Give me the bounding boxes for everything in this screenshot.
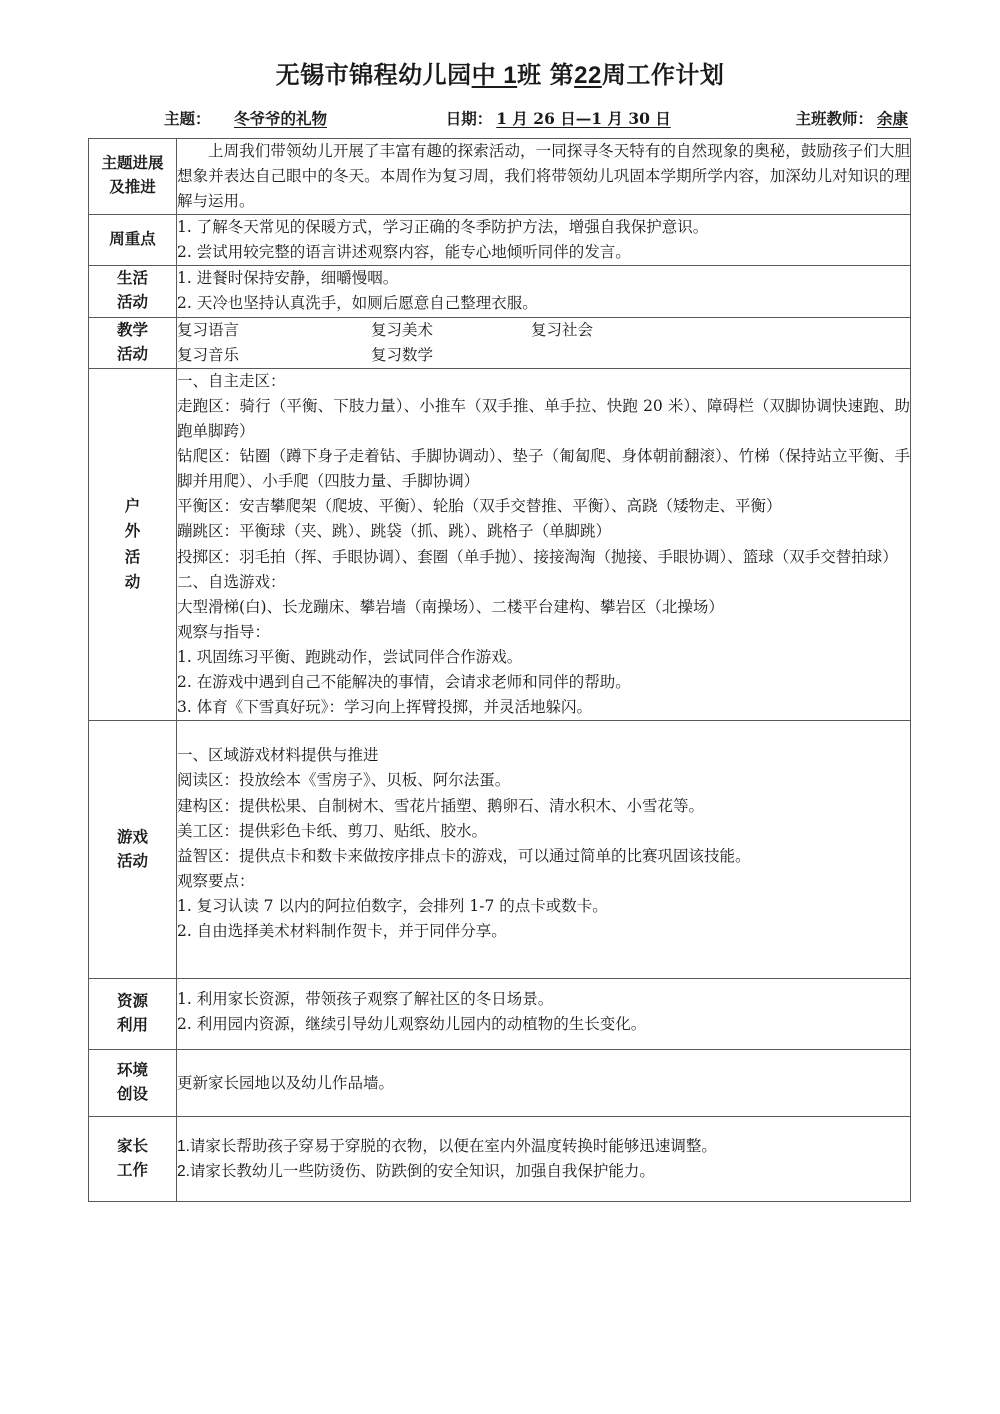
list-item: 观察与指导： bbox=[177, 622, 271, 641]
page-title bbox=[0, 0, 1000, 91]
list-item: 益智区：提供点卡和数卡来做按序排点卡的游戏，可以通过简单的比赛巩固该技能。 bbox=[177, 846, 751, 865]
paragraph: 上周我们带领幼儿开展了丰富有趣的探索活动，一同探寻冬天特有的自然现象的奥秘，鼓励孩子们大胆想象并表达自己眼中的冬天。本周作为复习周，我们将带领幼儿巩固本学期所学内容，加深幼儿对知识的理解与运用。 bbox=[177, 141, 910, 211]
list-item: 平衡区：安吉攀爬架（爬坡、平衡）、轮胎（双手交替推、平衡）、高跷（矮物走、平衡） bbox=[177, 497, 782, 516]
list-item: 1. 复习认读 7 以内的阿拉伯数字，会排列 1-7 的点卡或数卡。 bbox=[177, 896, 608, 915]
table-row-outdoor-activity bbox=[89, 368, 911, 721]
row-body-teaching-activity bbox=[177, 317, 911, 368]
row-label-line: 活动 bbox=[116, 345, 148, 363]
meta-teacher-value: 余康 bbox=[876, 108, 908, 128]
row-body-weekly-focus bbox=[177, 215, 911, 266]
list-item: 1. 了解冬天常见的保暖方式，学习正确的冬季防护方法，增强自我保护意识。 bbox=[177, 218, 709, 237]
title-suffix: 周工作计划 bbox=[601, 62, 725, 89]
table-row-environment bbox=[89, 1050, 911, 1117]
row-label-theme-progress bbox=[89, 138, 177, 214]
list-item: 钻爬区：钻圈（蹲下身子走着钻、手脚协调动）、垫子（匍匐爬、身体朝前翻滚）、竹梯（保持站立平衡、手脚并用爬）、小手爬（四肢力量、手脚协调） bbox=[177, 447, 910, 491]
row-label-line: 主题进展 bbox=[101, 155, 164, 173]
list-item: 3. 体育《下雪真好玩》：学习向上挥臂投掷，并灵活地躲闪。 bbox=[177, 698, 592, 717]
title-class-suffix: 班 bbox=[517, 62, 542, 89]
row-body-environment bbox=[177, 1050, 911, 1117]
list-item: 2. 自由选择美术材料制作贺卡，并于同伴分享。 bbox=[177, 922, 507, 941]
row-label-resource-use bbox=[89, 979, 177, 1050]
row-label-line: 户 bbox=[124, 498, 141, 516]
table-row-theme-progress bbox=[89, 138, 911, 214]
row-label-line: 环境 bbox=[116, 1062, 148, 1080]
row-label-line: 生活 bbox=[116, 270, 148, 288]
list-item: 1. 巩固练习平衡、跑跳动作，尝试同伴合作游戏。 bbox=[177, 647, 523, 666]
row-label-line: 家长 bbox=[116, 1138, 148, 1156]
teaching-row bbox=[177, 318, 910, 343]
list-item: 1.请家长帮助孩子穿易于穿脱的衣物，以便在室内外温度转换时能够迅速调整。 bbox=[177, 1138, 717, 1156]
row-label-teaching-activity bbox=[89, 317, 177, 368]
list-item: 观察要点： bbox=[177, 871, 255, 890]
row-label-line: 活动 bbox=[116, 294, 148, 312]
table-row-game-activity bbox=[89, 721, 911, 979]
table-row-life-activity bbox=[89, 266, 911, 317]
row-label-outdoor-activity bbox=[89, 368, 177, 721]
list-item: 2. 在游戏中遇到自己不能解决的事情，会请求老师和同伴的帮助。 bbox=[177, 673, 631, 692]
list-item: 更新家长园地以及幼儿作品墙。 bbox=[177, 1073, 395, 1092]
list-item: 大型滑梯(白)、长龙蹦床、攀岩墙（南操场）、二楼平台建构、攀岩区（北操场） bbox=[177, 597, 724, 616]
meta-teacher-label: 主班教师： bbox=[795, 108, 873, 128]
list-item: 1. 进餐时保持安静，细嚼慢咽。 bbox=[177, 269, 399, 288]
list-item: 1. 利用家长资源，带领孩子观察了解社区的冬日场景。 bbox=[177, 990, 554, 1009]
list-item: 走跑区：骑行（平衡、下肢力量）、小推车（双手推、单手拉、快跑 20 米）、障碍栏（双脚协调快速跑、助跑单脚跨） bbox=[177, 396, 910, 440]
table-row-teaching-activity bbox=[89, 317, 911, 368]
title-class: 中 1 bbox=[471, 62, 518, 89]
list-item: 一、自主走区： bbox=[177, 371, 286, 390]
row-label-weekly-focus bbox=[89, 215, 177, 266]
meta-theme bbox=[164, 107, 351, 129]
list-item: 蹦跳区：平衡球（夹、跳）、跳袋（抓、跳）、跳格子（单脚跳） bbox=[177, 522, 612, 541]
teaching-row bbox=[177, 343, 910, 368]
meta-theme-label: 主题： bbox=[164, 108, 211, 128]
row-body-game-activity bbox=[177, 721, 911, 979]
teaching-cell: 复习语言 bbox=[177, 320, 240, 339]
table-row-resource-use bbox=[89, 979, 911, 1050]
row-body-resource-use bbox=[177, 979, 911, 1050]
row-label-line: 资源 bbox=[116, 993, 148, 1011]
list-item: 美工区：提供彩色卡纸、剪刀、贴纸、胶水。 bbox=[177, 821, 488, 840]
weekly-plan-table bbox=[88, 138, 911, 1203]
row-label-line: 外 bbox=[124, 523, 141, 541]
row-label-line: 工作 bbox=[116, 1162, 148, 1180]
row-label-environment bbox=[89, 1050, 177, 1117]
row-label-line: 周重点 bbox=[109, 231, 156, 249]
row-label-line: 动 bbox=[124, 573, 141, 591]
row-label-line: 活 bbox=[124, 548, 141, 566]
row-body-theme-progress bbox=[177, 138, 911, 214]
row-label-game-activity bbox=[89, 721, 177, 979]
document-meta-row bbox=[0, 107, 1000, 129]
list-item: 二、自选游戏： bbox=[177, 572, 286, 591]
meta-date-value: 1 月 26 日—1 月 30 日 bbox=[496, 108, 671, 128]
table-row-parent-work bbox=[89, 1117, 911, 1202]
list-item: 2. 尝试用较完整的语言讲述观察内容，能专心地倾听同伴的发言。 bbox=[177, 243, 631, 262]
list-item: 投掷区：羽毛拍（挥、手眼协调）、套圈（单手抛）、接接淘淘（抛接、手眼协调）、篮球（双手交替拍球） bbox=[177, 547, 898, 566]
list-item: 一、区域游戏材料提供与推进 bbox=[177, 746, 379, 765]
row-label-line: 教学 bbox=[116, 321, 148, 339]
row-label-line: 创设 bbox=[116, 1086, 148, 1104]
list-item: 2. 天冷也坚持认真洗手，如厕后愿意自己整理衣服。 bbox=[177, 294, 538, 313]
title-week-number: 22 bbox=[574, 62, 602, 89]
meta-date bbox=[446, 107, 675, 129]
row-body-outdoor-activity bbox=[177, 368, 911, 721]
meta-date-label: 日期： bbox=[445, 108, 493, 128]
teaching-cell: 复习数学 bbox=[371, 345, 434, 364]
list-item: 2.请家长教幼儿一些防烫伤、防跌倒的安全知识，加强自我保护能力。 bbox=[177, 1163, 655, 1181]
list-item: 建构区：提供松果、自制树木、雪花片插塑、鹅卵石、清水积木、小雪花等。 bbox=[177, 796, 705, 815]
teaching-cell: 复习美术 bbox=[371, 320, 434, 339]
row-label-life-activity bbox=[89, 266, 177, 317]
meta-theme-value: 冬爷爷的礼物 bbox=[234, 108, 328, 128]
row-label-line: 利用 bbox=[116, 1017, 148, 1035]
title-week-label: 第 bbox=[549, 62, 575, 89]
title-school: 无锡市锦程幼儿园 bbox=[275, 62, 472, 89]
meta-teacher bbox=[795, 107, 912, 129]
table-row-weekly-focus bbox=[89, 215, 911, 266]
row-label-line: 及推进 bbox=[109, 179, 156, 197]
list-item: 2. 利用园内资源，继续引导幼儿观察幼儿园内的动植物的生长变化。 bbox=[177, 1015, 647, 1034]
teaching-cell: 复习社会 bbox=[531, 320, 594, 339]
row-label-line: 游戏 bbox=[116, 828, 148, 846]
row-body-parent-work bbox=[177, 1117, 911, 1202]
list-item: 阅读区：投放绘本《雪房子》、贝板、阿尔法蛋。 bbox=[177, 771, 511, 790]
row-body-life-activity bbox=[177, 266, 911, 317]
teaching-cell: 复习音乐 bbox=[177, 345, 240, 364]
row-label-line: 活动 bbox=[116, 852, 148, 870]
row-label-parent-work bbox=[89, 1117, 177, 1202]
